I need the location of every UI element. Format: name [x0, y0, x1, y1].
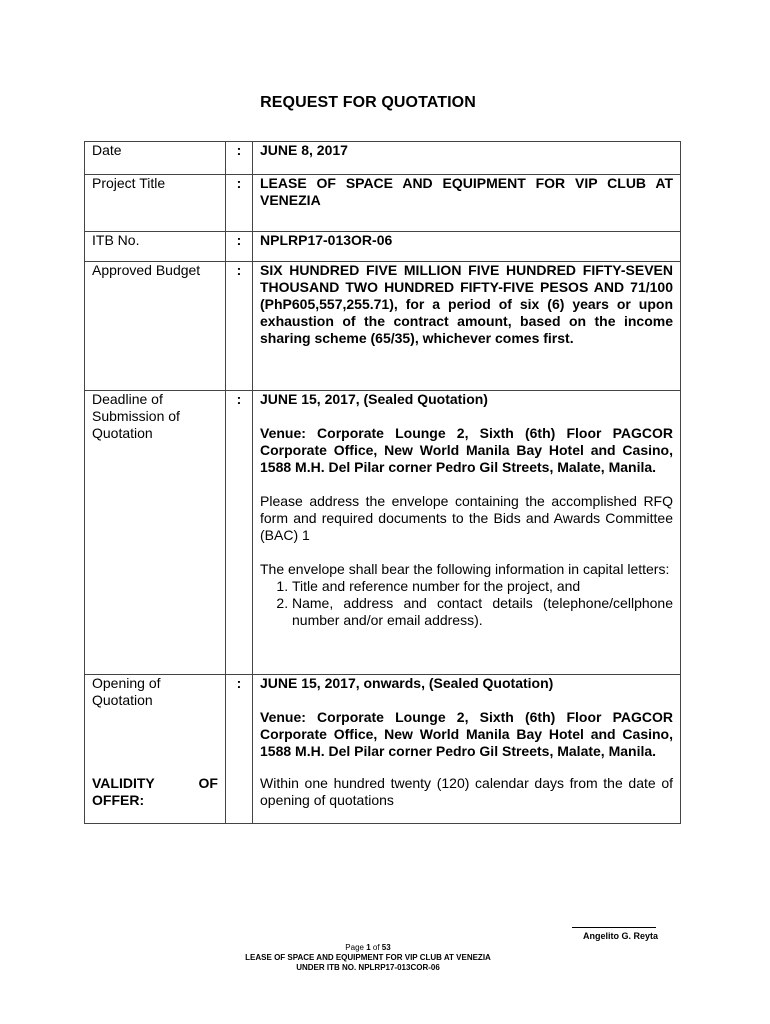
page-total: 53 — [381, 943, 391, 952]
row-itb-number — [85, 232, 681, 262]
itb-colon: : — [226, 232, 253, 262]
validity-label-offer: OFFER: — [92, 792, 145, 808]
deadline-label: Deadline of Submission of Quotation — [85, 391, 226, 675]
page-prefix: Page — [345, 943, 364, 952]
row-opening — [85, 675, 681, 776]
budget-colon: : — [226, 262, 253, 391]
row-approved-budget — [85, 262, 681, 391]
list-item: 1. Title and reference number for the project, and — [292, 578, 673, 595]
opening-label: Opening of Quotation — [85, 675, 226, 776]
page-of: of — [372, 943, 380, 952]
project-title-label: Project Title — [85, 175, 226, 232]
deadline-envelope-note: The envelope shall bear the following information in capital letters: — [260, 561, 670, 577]
row-date — [85, 142, 681, 175]
footer-itb-line: UNDER ITB NO. NPLRP17-013COR-06 — [296, 963, 440, 972]
validity-separator — [226, 775, 253, 824]
validity-label-word: VALIDITY — [92, 775, 155, 791]
itb-label: ITB No. — [85, 232, 226, 262]
project-title-colon: : — [226, 175, 253, 232]
budget-value: SIX HUNDRED FIVE MILLION FIVE HUNDRED FIFTY-SEVEN THOUSAND TWO HUNDRED FIFTY-FIVE PESOS AND 71/100 (PhP605,557,255.71), for a period of six (6) years or upon exhaustion of the contract amount, based on the income sharing scheme (65/35), whichever comes first. — [253, 262, 681, 391]
signature-line — [572, 927, 656, 928]
date-value: JUNE 8, 2017 — [253, 142, 681, 175]
date-colon: : — [226, 142, 253, 175]
page-current: 1 — [366, 943, 371, 952]
list-item: 2. Name, address and contact details (telephone/cellphone number and/or email address). — [292, 595, 673, 629]
validity-label — [85, 775, 226, 824]
validity-value: Within one hundred twenty (120) calendar days from the date of opening of quotations — [253, 775, 681, 824]
row-validity — [85, 775, 681, 824]
deadline-colon: : — [226, 391, 253, 675]
deadline-cell — [253, 391, 681, 675]
validity-label-of: OF — [198, 775, 218, 791]
row-deadline — [85, 391, 681, 675]
itb-value: NPLRP17-013OR-06 — [253, 232, 681, 262]
deadline-value: JUNE 15, 2017, (Sealed Quotation) — [260, 391, 488, 407]
project-title-value: LEASE OF SPACE AND EQUIPMENT FOR VIP CLUB AT VENEZIA — [253, 175, 681, 232]
footer-project-line: LEASE OF SPACE AND EQUIPMENT FOR VIP CLUB AT VENEZIA — [245, 953, 491, 962]
envelope-info-list — [260, 578, 673, 629]
signatory-name: Angelito G. Reyta — [582, 931, 658, 941]
row-project-title — [85, 175, 681, 232]
document-title: REQUEST FOR QUOTATION — [260, 94, 476, 111]
date-label: Date — [85, 142, 226, 175]
opening-value: JUNE 15, 2017, onwards, (Sealed Quotation) — [260, 675, 554, 691]
opening-venue: Venue: Corporate Lounge 2, Sixth (6th) Floor PAGCOR Corporate Office, New World Manila Bay Hotel and Casino, 1588 M.H. Del Pilar corner Pedro Gil Streets, Malate, Manila. — [260, 709, 673, 759]
opening-cell — [253, 675, 681, 776]
deadline-address-note: Please address the envelope containing the accomplished RFQ form and required documents to the Bids and Awards Committee (BAC) 1 — [260, 493, 673, 543]
deadline-venue: Venue: Corporate Lounge 2, Sixth (6th) Floor PAGCOR Corporate Office, New World Manila Bay Hotel and Casino, 1588 M.H. Del Pilar corner Pedro Gil Streets, Malate, Manila. — [260, 425, 673, 475]
page-number — [220, 943, 516, 953]
page-footer — [220, 943, 516, 973]
budget-label: Approved Budget — [85, 262, 226, 391]
rfq-table — [84, 141, 681, 824]
opening-colon: : — [226, 675, 253, 776]
